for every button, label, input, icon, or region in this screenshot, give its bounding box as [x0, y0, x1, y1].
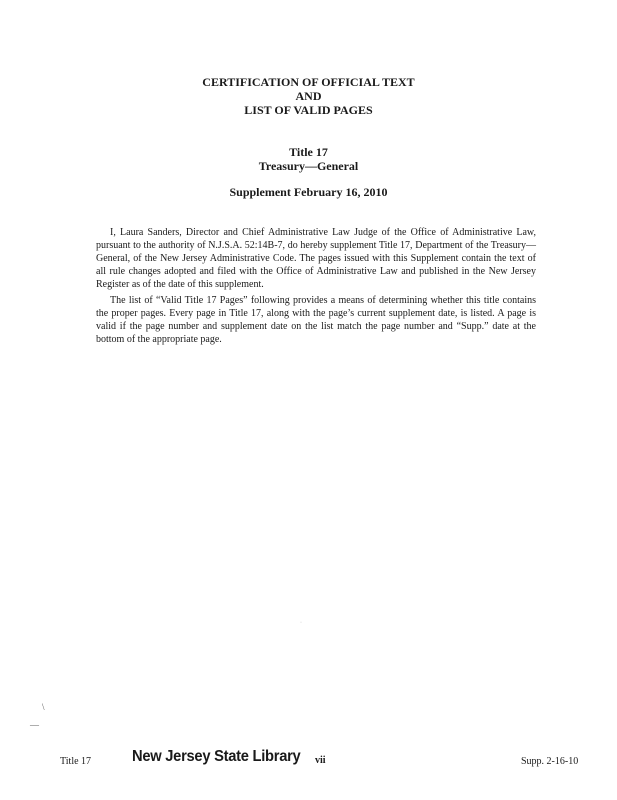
- footer-title: Title 17: [60, 756, 92, 767]
- title-subject: Treasury—General: [258, 159, 359, 173]
- heading-line-2: AND: [295, 89, 322, 103]
- footer-page-number: vii: [315, 755, 326, 766]
- scan-artifact-mark: —: [30, 720, 39, 730]
- title-block: [0, 145, 617, 173]
- body-paragraph-2: The list of “Valid Title 17 Pages” following provides a means of determining whether this title contains the proper pages. Every page in Title 17, along with the page’s current supplement date, is listed. A page is valid if the page number and supplement date on the list match the page number and “Supp.” date at the bottom of the appropriate page.: [96, 295, 536, 345]
- body-paragraph-2-container: [96, 294, 536, 346]
- heading-line-1: CERTIFICATION OF OFFICIAL TEXT: [202, 75, 415, 89]
- library-stamp: New Jersey State Library: [132, 748, 301, 765]
- body-paragraph-1: I, Laura Sanders, Director and Chief Administrative Law Judge of the Office of Administrative Law, pursuant to the authority of N.J.S.A. 52:14B-7, do hereby supplement Title 17, Department of the Treasury—General, of the New Jersey Administrative Code. The pages issued with this Supplement contain the text of all rule changes adopted and filed with the Office of Administrative Law and published in the New Jersey Register as of the date of this supplement.: [96, 227, 536, 290]
- scan-artifact-dot: ·: [300, 620, 302, 626]
- certification-heading: [0, 75, 617, 117]
- body-paragraph-1-container: [96, 226, 536, 291]
- page-footer: [0, 748, 617, 772]
- supplement-date: Supplement February 16, 2010: [229, 185, 388, 199]
- footer-supplement: Supp. 2-16-10: [521, 756, 579, 767]
- supplement-date-block: [0, 185, 617, 199]
- heading-line-3: LIST OF VALID PAGES: [244, 103, 373, 117]
- scan-artifact-mark: \: [42, 702, 45, 712]
- title-number: Title 17: [289, 145, 328, 159]
